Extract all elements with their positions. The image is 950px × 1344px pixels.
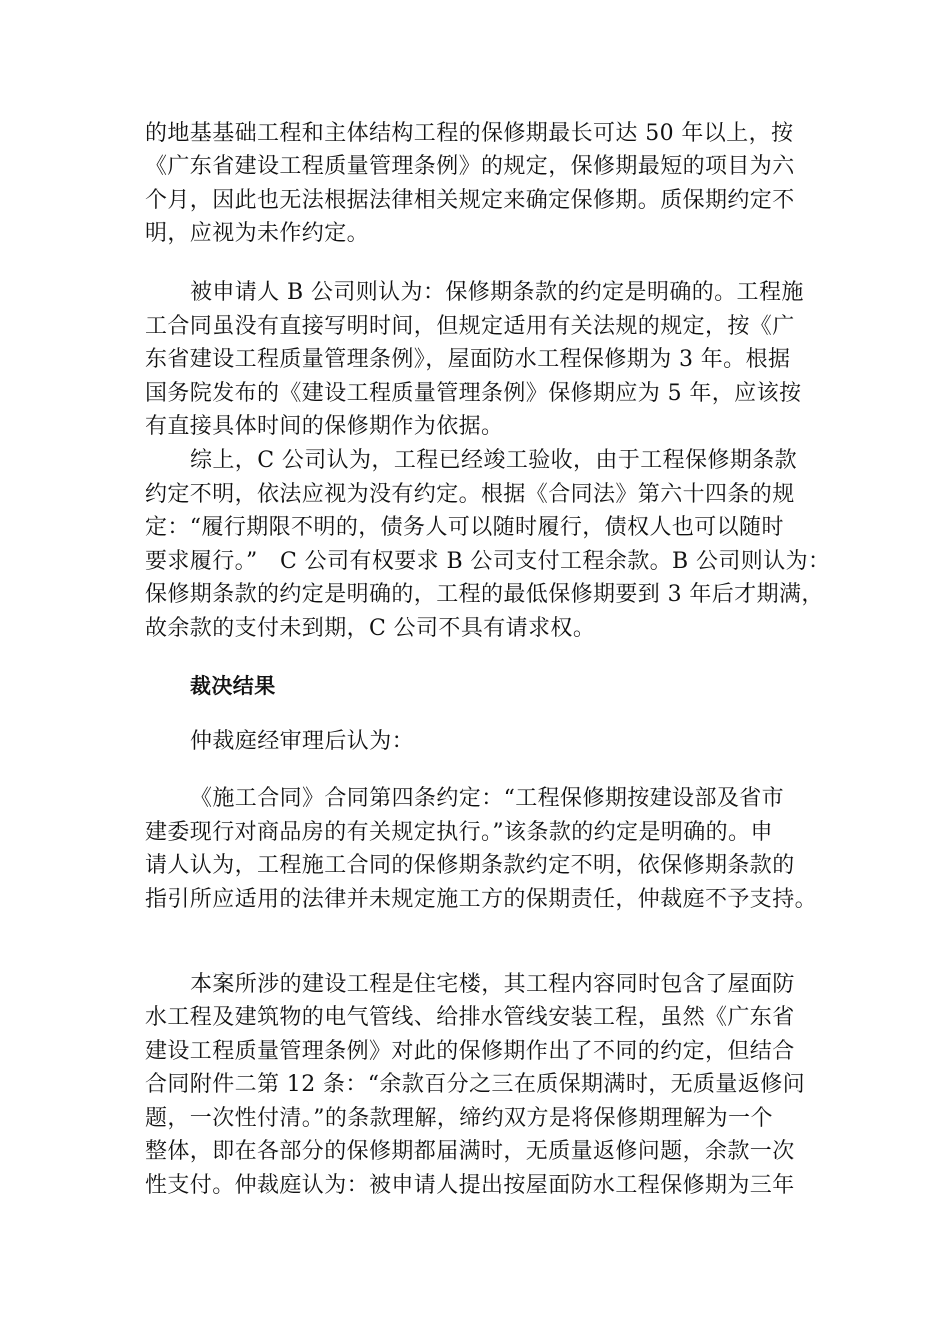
text-line: 请人认为，工程施工合同的保修期条款约定不明，依保修期条款的	[145, 853, 795, 878]
text-line: 约定不明，依法应视为没有约定。根据《合同法》第六十四条的规	[145, 482, 795, 507]
text-line: 工合同虽没有直接写明时间，但规定适用有关法规的规定，按《广	[145, 314, 795, 339]
text-line: 建委现行对商品房的有关规定执行。”该条款的约定是明确的。申	[145, 820, 773, 845]
text-line: 仲裁庭经审理后认为：	[190, 729, 415, 754]
text-line: 个月，因此也无法根据法律相关规定来确定保修期。质保期约定不	[145, 188, 795, 213]
text-line: 性支付。仲裁庭认为：被申请人提出按屋面防水工程保修期为三年	[145, 1173, 795, 1198]
text-line: 本案所涉的建设工程是住宅楼，其工程内容同时包含了屋面防	[190, 972, 795, 997]
text-line: 《广东省建设工程质量管理条例》的规定，保修期最短的项目为六	[145, 154, 795, 179]
text-line: 指引所应适用的法律并未规定施工方的保期责任，仲裁庭不予支持。	[145, 887, 818, 912]
text-line: 定：“履行期限不明的，债务人可以随时履行，债权人也可以随时	[145, 515, 784, 540]
text-line: 《施工合同》合同第四条约定：“工程保修期按建设部及省市	[190, 786, 785, 811]
text-line: 明，应视为未作约定。	[145, 221, 370, 246]
text-line: 题，一次性付清。”的条款理解，缔约双方是将保修期理解为一个	[145, 1106, 773, 1131]
text-line: 整体，即在各部分的保修期都届满时，无质量返修问题，余款一次	[145, 1139, 795, 1164]
text-line: 国务院发布的《建设工程质量管理条例》保修期应为 5 年，应该按	[145, 381, 802, 406]
text-line: 建设工程质量管理条例》对此的保修期作出了不同的约定，但结合	[145, 1039, 795, 1064]
text-line: 故余款的支付未到期，C 公司不具有请求权。	[145, 616, 596, 641]
text-line: 东省建设工程质量管理条例》，屋面防水工程保修期为 3 年。根据	[145, 347, 791, 372]
text-line: 综上，C 公司认为，工程已经竣工验收，由于工程保修期条款	[190, 448, 798, 473]
text-line: 有直接具体时间的保修期作为依据。	[145, 414, 504, 439]
section-heading: 裁决结果	[190, 674, 276, 698]
text-line: 保修期条款的约定是明确的，工程的最低保修期要到 3 年后才期满，	[145, 582, 824, 607]
text-line: 的地基基础工程和主体结构工程的保修期最长可达 50 年以上，按	[145, 121, 794, 146]
text-line: 水工程及建筑物的电气管线、给排水管线安装工程，虽然《广东省	[145, 1005, 795, 1030]
text-line: 要求履行。” C 公司有权要求 B 公司支付工程余款。B 公司则认为：	[145, 549, 831, 574]
text-line: 合同附件二第 12 条：“余款百分之三在质保期满时，无质量返修问	[145, 1072, 806, 1097]
text-line: 被申请人 B 公司则认为：保修期条款的约定是明确的。工程施	[190, 280, 804, 305]
